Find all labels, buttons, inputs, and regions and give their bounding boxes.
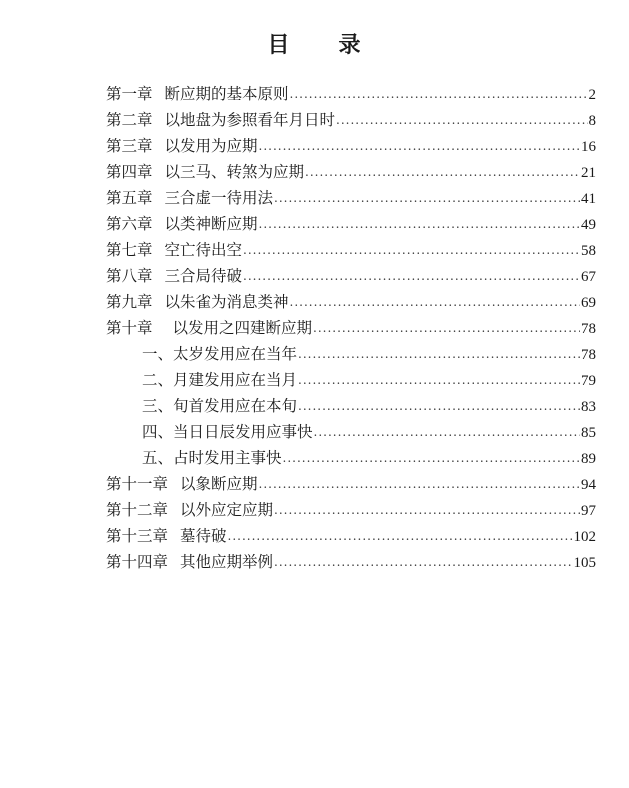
title-char-2: 录 <box>338 33 362 58</box>
dot-leader <box>283 451 580 465</box>
toc-entry-chapter-8[interactable] <box>106 264 596 290</box>
chapter-title: 以发用为应期 <box>164 137 258 155</box>
dot-leader <box>274 191 580 205</box>
dot-leader <box>298 347 580 361</box>
dot-leader <box>298 399 580 413</box>
chapter-title: 以外应定应期 <box>180 501 274 519</box>
dot-leader <box>313 321 580 335</box>
dot-leader <box>259 217 580 231</box>
dot-leader <box>274 503 580 517</box>
toc-entry-chapter-11[interactable] <box>106 472 596 498</box>
chapter-number: 第十四章 <box>106 553 169 571</box>
section-title: 当日日辰发用应事快 <box>173 423 313 441</box>
dot-leader <box>259 139 580 153</box>
page-number: 78 <box>581 321 596 337</box>
chapter-number: 第十章 <box>106 319 153 337</box>
dot-leader <box>298 373 580 387</box>
chapter-number: 第四章 <box>106 163 153 181</box>
toc-entry-chapter-14[interactable] <box>106 550 596 576</box>
section-number: 四、 <box>142 423 174 441</box>
page-number: 69 <box>581 295 596 311</box>
dot-leader <box>274 555 572 569</box>
page-number: 85 <box>581 425 596 441</box>
dot-leader <box>305 165 580 179</box>
chapter-title: 以地盘为参照看年月日时 <box>164 111 336 129</box>
toc-entry-chapter-1[interactable] <box>106 82 596 108</box>
chapter-title: 三合虚一待用法 <box>164 189 274 207</box>
chapter-title: 以发用之四建断应期 <box>172 319 313 337</box>
chapter-number: 第六章 <box>106 215 153 233</box>
chapter-number: 第七章 <box>106 241 153 259</box>
section-number: 五、 <box>142 449 174 467</box>
title-char-1: 目 <box>267 33 291 58</box>
page-number: 105 <box>573 555 596 571</box>
chapter-title: 墓待破 <box>180 527 227 545</box>
page-number: 2 <box>588 87 596 103</box>
toc-entry-section-10-1[interactable] <box>106 342 596 368</box>
toc-entry-chapter-9[interactable] <box>106 290 596 316</box>
chapter-title: 空亡待出空 <box>164 241 243 259</box>
section-title: 月建发用应在当月 <box>173 371 298 389</box>
dot-leader <box>290 87 588 101</box>
toc-entry-chapter-4[interactable] <box>106 160 596 186</box>
toc-entry-chapter-7[interactable] <box>106 238 596 264</box>
chapter-number: 第十一章 <box>106 475 169 493</box>
section-number: 三、 <box>142 397 174 415</box>
page-number: 16 <box>581 139 596 155</box>
page-number: 79 <box>581 373 596 389</box>
page-number: 83 <box>581 399 596 415</box>
chapter-title: 其他应期举例 <box>180 553 274 571</box>
chapter-title: 以三马、转煞为应期 <box>164 163 305 181</box>
page-number: 41 <box>581 191 596 207</box>
dot-leader <box>228 529 573 543</box>
toc-entry-chapter-13[interactable] <box>106 524 596 550</box>
section-number: 一、 <box>142 345 174 363</box>
section-title: 占时发用主事快 <box>173 449 282 467</box>
chapter-number: 第十三章 <box>106 527 169 545</box>
toc-entry-chapter-12[interactable] <box>106 498 596 524</box>
chapter-number: 第五章 <box>106 189 153 207</box>
page-number: 94 <box>581 477 596 493</box>
chapter-number: 第二章 <box>106 111 153 129</box>
dot-leader <box>259 477 580 491</box>
chapter-number: 第一章 <box>106 85 153 103</box>
dot-leader <box>314 425 580 439</box>
chapter-title: 以朱雀为消息类神 <box>164 293 289 311</box>
page-number: 21 <box>581 165 596 181</box>
chapter-title: 三合局待破 <box>164 267 243 285</box>
toc-entry-chapter-10[interactable] <box>106 316 596 342</box>
toc-entry-section-10-2[interactable] <box>106 368 596 394</box>
page-number: 67 <box>581 269 596 285</box>
page-number: 58 <box>581 243 596 259</box>
section-title: 旬首发用应在本旬 <box>173 397 298 415</box>
dot-leader <box>243 269 580 283</box>
dot-leader <box>243 243 580 257</box>
chapter-number: 第九章 <box>106 293 153 311</box>
toc-entry-section-10-3[interactable] <box>106 394 596 420</box>
page-number: 49 <box>581 217 596 233</box>
dot-leader <box>290 295 580 309</box>
chapter-number: 第八章 <box>106 267 153 285</box>
section-number: 二、 <box>142 371 174 389</box>
dot-leader <box>336 113 587 127</box>
page-number: 102 <box>573 529 596 545</box>
chapter-title: 以类神断应期 <box>164 215 258 233</box>
chapter-title: 断应期的基本原则 <box>164 85 289 103</box>
chapter-number: 第三章 <box>106 137 153 155</box>
toc-entry-chapter-5[interactable] <box>106 186 596 212</box>
page-title <box>0 28 629 59</box>
table-of-contents <box>106 82 596 576</box>
page-number: 8 <box>588 113 596 129</box>
page-number: 97 <box>581 503 596 519</box>
page-number: 78 <box>581 347 596 363</box>
toc-entry-section-10-5[interactable] <box>106 446 596 472</box>
section-title: 太岁发用应在当年 <box>173 345 298 363</box>
page-number: 89 <box>581 451 596 467</box>
toc-entry-chapter-6[interactable] <box>106 212 596 238</box>
chapter-number: 第十二章 <box>106 501 169 519</box>
toc-entry-section-10-4[interactable] <box>106 420 596 446</box>
toc-entry-chapter-2[interactable] <box>106 108 596 134</box>
toc-entry-chapter-3[interactable] <box>106 134 596 160</box>
chapter-title: 以象断应期 <box>180 475 258 493</box>
